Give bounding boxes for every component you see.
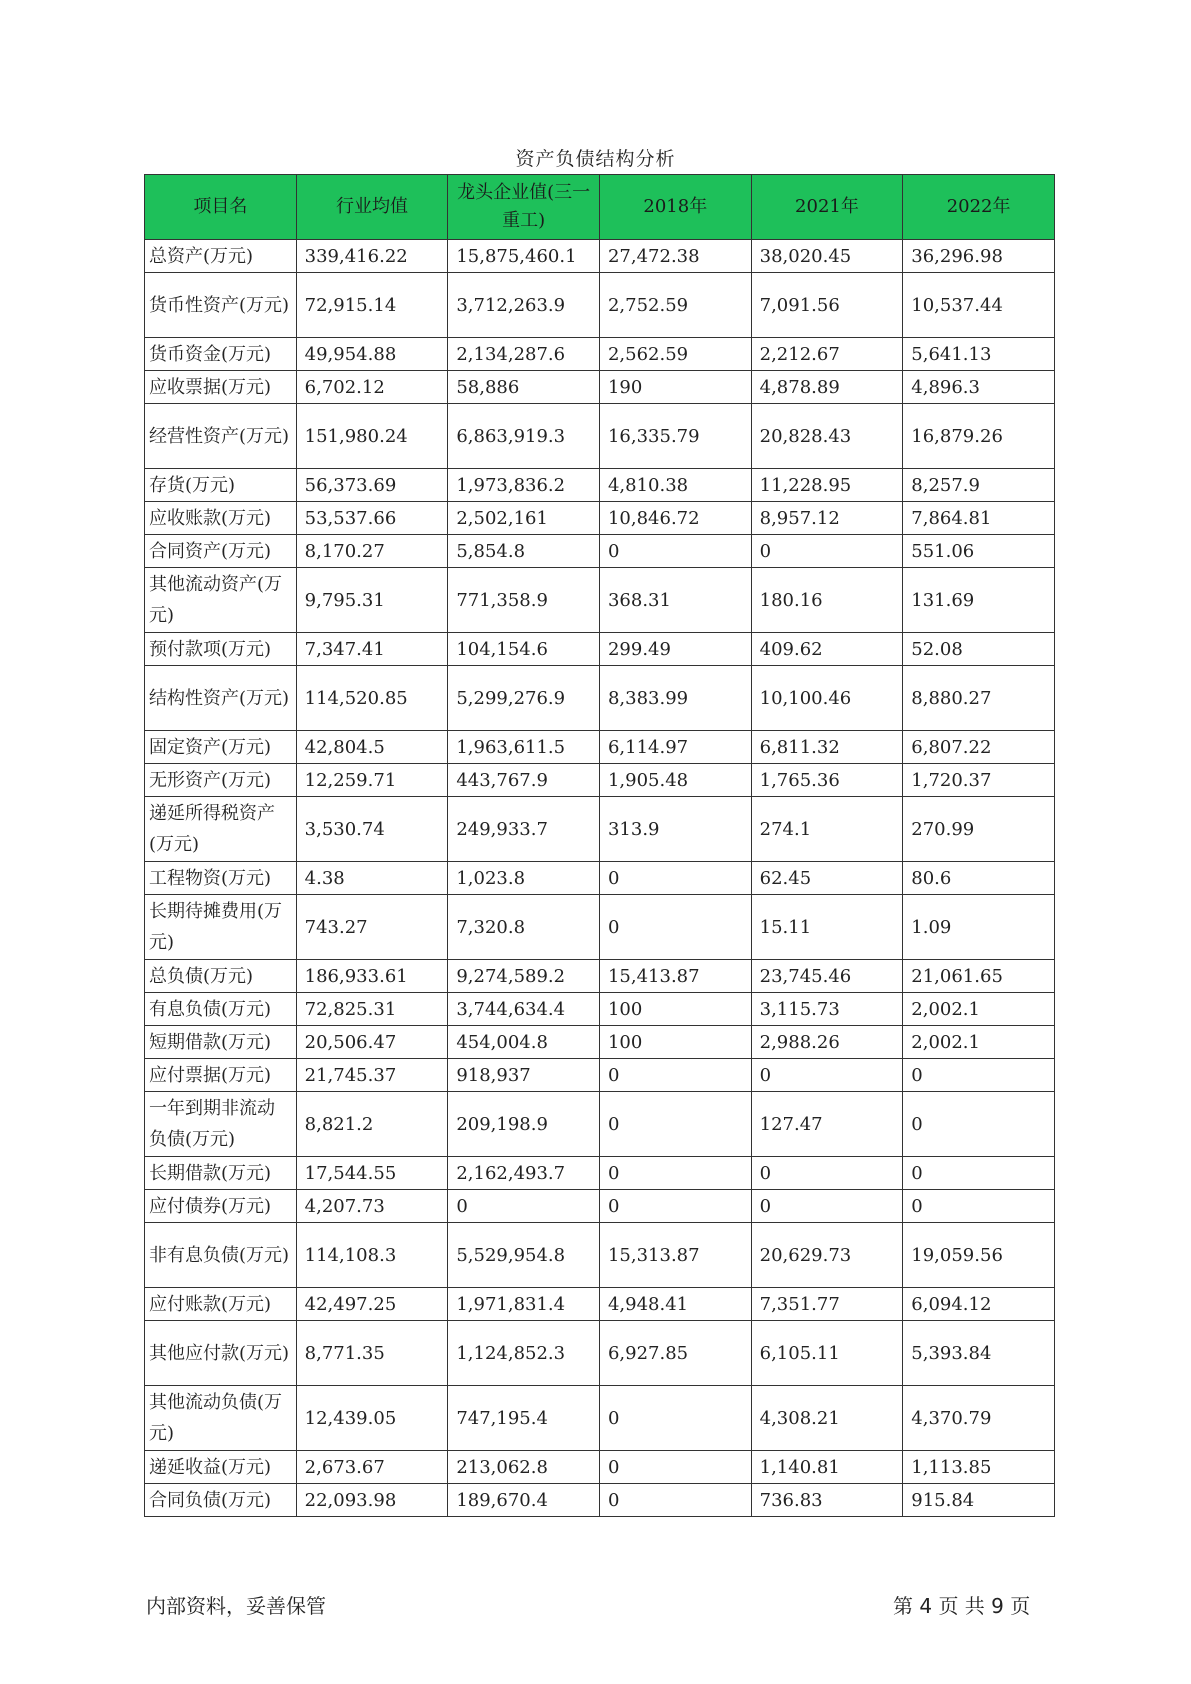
value-cell: 100 <box>599 993 751 1026</box>
row-label: 短期借款(万元) <box>145 1026 297 1059</box>
value-cell: 7,864.81 <box>903 502 1055 535</box>
value-cell: 12,259.71 <box>296 764 448 797</box>
value-cell: 270.99 <box>903 797 1055 862</box>
table-header-row <box>145 175 1055 240</box>
value-cell: 56,373.69 <box>296 469 448 502</box>
value-cell: 12,439.05 <box>296 1386 448 1451</box>
value-cell: 27,472.38 <box>599 240 751 273</box>
value-cell: 21,745.37 <box>296 1059 448 1092</box>
row-label: 一年到期非流动负债(万元) <box>145 1092 297 1157</box>
value-cell: 1,023.8 <box>448 862 600 895</box>
value-cell: 4,308.21 <box>751 1386 903 1451</box>
value-cell: 16,879.26 <box>903 404 1055 469</box>
row-label: 货币资金(万元) <box>145 338 297 371</box>
value-cell: 53,537.66 <box>296 502 448 535</box>
header-cell: 龙头企业值(三一重工) <box>448 175 600 240</box>
value-cell: 2,002.1 <box>903 1026 1055 1059</box>
value-cell: 80.6 <box>903 862 1055 895</box>
value-cell: 0 <box>448 1190 600 1223</box>
value-cell: 0 <box>599 1451 751 1484</box>
value-cell: 36,296.98 <box>903 240 1055 273</box>
value-cell: 1,720.37 <box>903 764 1055 797</box>
value-cell: 114,108.3 <box>296 1223 448 1288</box>
value-cell: 0 <box>903 1157 1055 1190</box>
value-cell: 114,520.85 <box>296 666 448 731</box>
value-cell: 42,497.25 <box>296 1288 448 1321</box>
value-cell: 17,544.55 <box>296 1157 448 1190</box>
row-label: 应付债券(万元) <box>145 1190 297 1223</box>
row-label: 经营性资产(万元) <box>145 404 297 469</box>
value-cell: 213,062.8 <box>448 1451 600 1484</box>
value-cell: 2,212.67 <box>751 338 903 371</box>
value-cell: 3,530.74 <box>296 797 448 862</box>
value-cell: 747,195.4 <box>448 1386 600 1451</box>
value-cell: 313.9 <box>599 797 751 862</box>
table-row <box>145 469 1055 502</box>
header-cell: 行业均值 <box>296 175 448 240</box>
value-cell: 7,351.77 <box>751 1288 903 1321</box>
value-cell: 8,170.27 <box>296 535 448 568</box>
table-row <box>145 731 1055 764</box>
value-cell: 5,529,954.8 <box>448 1223 600 1288</box>
value-cell: 9,795.31 <box>296 568 448 633</box>
table-row <box>145 502 1055 535</box>
value-cell: 186,933.61 <box>296 960 448 993</box>
row-label: 合同负债(万元) <box>145 1484 297 1517</box>
value-cell: 4,948.41 <box>599 1288 751 1321</box>
value-cell: 6,927.85 <box>599 1321 751 1386</box>
value-cell: 0 <box>751 1059 903 1092</box>
value-cell: 0 <box>599 1059 751 1092</box>
value-cell: 22,093.98 <box>296 1484 448 1517</box>
header-cell: 2021年 <box>751 175 903 240</box>
table-row <box>145 1223 1055 1288</box>
value-cell: 8,383.99 <box>599 666 751 731</box>
table-row <box>145 993 1055 1026</box>
value-cell: 1,973,836.2 <box>448 469 600 502</box>
table-row <box>145 371 1055 404</box>
value-cell: 20,629.73 <box>751 1223 903 1288</box>
value-cell: 1,963,611.5 <box>448 731 600 764</box>
value-cell: 2,002.1 <box>903 993 1055 1026</box>
header-cell: 项目名 <box>145 175 297 240</box>
value-cell: 1,905.48 <box>599 764 751 797</box>
value-cell: 2,162,493.7 <box>448 1157 600 1190</box>
value-cell: 0 <box>903 1092 1055 1157</box>
value-cell: 0 <box>903 1059 1055 1092</box>
value-cell: 20,828.43 <box>751 404 903 469</box>
table-row <box>145 1092 1055 1157</box>
value-cell: 10,537.44 <box>903 273 1055 338</box>
value-cell: 0 <box>599 862 751 895</box>
table-row <box>145 1386 1055 1451</box>
row-label: 总负债(万元) <box>145 960 297 993</box>
value-cell: 42,804.5 <box>296 731 448 764</box>
value-cell: 0 <box>751 1157 903 1190</box>
value-cell: 104,154.6 <box>448 633 600 666</box>
value-cell: 15,413.87 <box>599 960 751 993</box>
value-cell: 2,988.26 <box>751 1026 903 1059</box>
row-label: 预付款项(万元) <box>145 633 297 666</box>
value-cell: 454,004.8 <box>448 1026 600 1059</box>
value-cell: 743.27 <box>296 895 448 960</box>
value-cell: 918,937 <box>448 1059 600 1092</box>
row-label: 递延所得税资产(万元) <box>145 797 297 862</box>
table-row <box>145 797 1055 862</box>
value-cell: 6,094.12 <box>903 1288 1055 1321</box>
value-cell: 4.38 <box>296 862 448 895</box>
row-label: 其他应付款(万元) <box>145 1321 297 1386</box>
value-cell: 9,274,589.2 <box>448 960 600 993</box>
table-row <box>145 1026 1055 1059</box>
value-cell: 6,105.11 <box>751 1321 903 1386</box>
footer-page-number: 第 4 页 共 9 页 <box>893 1594 1031 1618</box>
value-cell: 11,228.95 <box>751 469 903 502</box>
table-row <box>145 1059 1055 1092</box>
footer-confidential-note: 内部资料，妥善保管 <box>146 1594 326 1618</box>
table-row <box>145 568 1055 633</box>
value-cell: 0 <box>599 535 751 568</box>
table-row <box>145 1451 1055 1484</box>
value-cell: 49,954.88 <box>296 338 448 371</box>
value-cell: 16,335.79 <box>599 404 751 469</box>
value-cell: 1,140.81 <box>751 1451 903 1484</box>
row-label: 长期待摊费用(万元) <box>145 895 297 960</box>
value-cell: 0 <box>751 1190 903 1223</box>
value-cell: 6,114.97 <box>599 731 751 764</box>
value-cell: 3,744,634.4 <box>448 993 600 1026</box>
value-cell: 3,712,263.9 <box>448 273 600 338</box>
value-cell: 10,846.72 <box>599 502 751 535</box>
table-row <box>145 1321 1055 1386</box>
value-cell: 8,957.12 <box>751 502 903 535</box>
value-cell: 4,896.3 <box>903 371 1055 404</box>
value-cell: 368.31 <box>599 568 751 633</box>
value-cell: 915.84 <box>903 1484 1055 1517</box>
value-cell: 8,771.35 <box>296 1321 448 1386</box>
value-cell: 190 <box>599 371 751 404</box>
value-cell: 131.69 <box>903 568 1055 633</box>
value-cell: 180.16 <box>751 568 903 633</box>
row-label: 有息负债(万元) <box>145 993 297 1026</box>
value-cell: 1,971,831.4 <box>448 1288 600 1321</box>
value-cell: 15,313.87 <box>599 1223 751 1288</box>
value-cell: 38,020.45 <box>751 240 903 273</box>
value-cell: 0 <box>599 1386 751 1451</box>
row-label: 递延收益(万元) <box>145 1451 297 1484</box>
value-cell: 6,811.32 <box>751 731 903 764</box>
value-cell: 21,061.65 <box>903 960 1055 993</box>
value-cell: 0 <box>599 1190 751 1223</box>
table-row <box>145 535 1055 568</box>
value-cell: 339,416.22 <box>296 240 448 273</box>
value-cell: 1,113.85 <box>903 1451 1055 1484</box>
row-label: 应收票据(万元) <box>145 371 297 404</box>
value-cell: 209,198.9 <box>448 1092 600 1157</box>
value-cell: 2,673.67 <box>296 1451 448 1484</box>
value-cell: 72,915.14 <box>296 273 448 338</box>
value-cell: 6,863,919.3 <box>448 404 600 469</box>
value-cell: 299.49 <box>599 633 751 666</box>
row-label: 货币性资产(万元) <box>145 273 297 338</box>
value-cell: 0 <box>903 1190 1055 1223</box>
table-row <box>145 1190 1055 1223</box>
value-cell: 736.83 <box>751 1484 903 1517</box>
value-cell: 5,641.13 <box>903 338 1055 371</box>
row-label: 存货(万元) <box>145 469 297 502</box>
value-cell: 0 <box>751 535 903 568</box>
table-row <box>145 1157 1055 1190</box>
value-cell: 189,670.4 <box>448 1484 600 1517</box>
value-cell: 1.09 <box>903 895 1055 960</box>
row-label: 无形资产(万元) <box>145 764 297 797</box>
row-label: 结构性资产(万元) <box>145 666 297 731</box>
value-cell: 58,886 <box>448 371 600 404</box>
header-cell: 2022年 <box>903 175 1055 240</box>
value-cell: 15,875,460.1 <box>448 240 600 273</box>
row-label: 其他流动资产(万元) <box>145 568 297 633</box>
value-cell: 0 <box>599 1092 751 1157</box>
value-cell: 5,299,276.9 <box>448 666 600 731</box>
value-cell: 19,059.56 <box>903 1223 1055 1288</box>
value-cell: 8,257.9 <box>903 469 1055 502</box>
value-cell: 7,091.56 <box>751 273 903 338</box>
value-cell: 4,878.89 <box>751 371 903 404</box>
value-cell: 2,502,161 <box>448 502 600 535</box>
table-row <box>145 960 1055 993</box>
value-cell: 2,562.59 <box>599 338 751 371</box>
value-cell: 8,880.27 <box>903 666 1055 731</box>
value-cell: 4,207.73 <box>296 1190 448 1223</box>
table-title: 资产负债结构分析 <box>515 148 676 170</box>
value-cell: 6,807.22 <box>903 731 1055 764</box>
value-cell: 0 <box>599 895 751 960</box>
row-label: 总资产(万元) <box>145 240 297 273</box>
table-row <box>145 240 1055 273</box>
table-row <box>145 1484 1055 1517</box>
table-row <box>145 633 1055 666</box>
value-cell: 7,320.8 <box>448 895 600 960</box>
value-cell: 4,810.38 <box>599 469 751 502</box>
table-row <box>145 895 1055 960</box>
value-cell: 7,347.41 <box>296 633 448 666</box>
row-label: 应付账款(万元) <box>145 1288 297 1321</box>
value-cell: 72,825.31 <box>296 993 448 1026</box>
row-label: 固定资产(万元) <box>145 731 297 764</box>
value-cell: 5,854.8 <box>448 535 600 568</box>
value-cell: 1,124,852.3 <box>448 1321 600 1386</box>
value-cell: 127.47 <box>751 1092 903 1157</box>
value-cell: 15.11 <box>751 895 903 960</box>
row-label: 非有息负债(万元) <box>145 1223 297 1288</box>
row-label: 长期借款(万元) <box>145 1157 297 1190</box>
value-cell: 443,767.9 <box>448 764 600 797</box>
value-cell: 151,980.24 <box>296 404 448 469</box>
row-label: 工程物资(万元) <box>145 862 297 895</box>
value-cell: 4,370.79 <box>903 1386 1055 1451</box>
value-cell: 771,358.9 <box>448 568 600 633</box>
row-label: 其他流动负债(万元) <box>145 1386 297 1451</box>
value-cell: 551.06 <box>903 535 1055 568</box>
row-label: 合同资产(万元) <box>145 535 297 568</box>
value-cell: 62.45 <box>751 862 903 895</box>
value-cell: 0 <box>599 1157 751 1190</box>
value-cell: 274.1 <box>751 797 903 862</box>
value-cell: 100 <box>599 1026 751 1059</box>
value-cell: 6,702.12 <box>296 371 448 404</box>
value-cell: 52.08 <box>903 633 1055 666</box>
value-cell: 3,115.73 <box>751 993 903 1026</box>
row-label: 应收账款(万元) <box>145 502 297 535</box>
value-cell: 20,506.47 <box>296 1026 448 1059</box>
row-label: 应付票据(万元) <box>145 1059 297 1092</box>
value-cell: 2,752.59 <box>599 273 751 338</box>
table-row <box>145 1288 1055 1321</box>
value-cell: 23,745.46 <box>751 960 903 993</box>
value-cell: 5,393.84 <box>903 1321 1055 1386</box>
value-cell: 2,134,287.6 <box>448 338 600 371</box>
value-cell: 1,765.36 <box>751 764 903 797</box>
table-row <box>145 338 1055 371</box>
table-row <box>145 666 1055 731</box>
value-cell: 10,100.46 <box>751 666 903 731</box>
value-cell: 0 <box>599 1484 751 1517</box>
table-row <box>145 764 1055 797</box>
header-cell: 2018年 <box>599 175 751 240</box>
value-cell: 249,933.7 <box>448 797 600 862</box>
table-row <box>145 862 1055 895</box>
table-row <box>145 273 1055 338</box>
value-cell: 409.62 <box>751 633 903 666</box>
value-cell: 8,821.2 <box>296 1092 448 1157</box>
balance-sheet-table <box>144 174 1055 1517</box>
table-row <box>145 404 1055 469</box>
